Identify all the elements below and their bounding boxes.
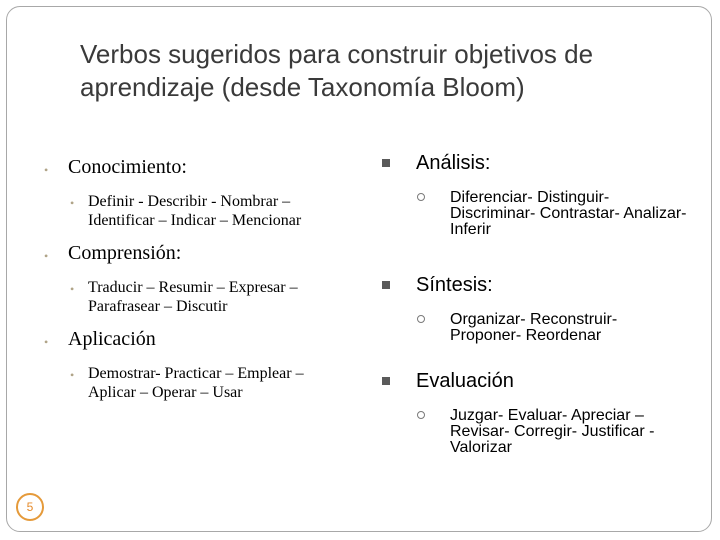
verbs-evaluacion bbox=[380, 408, 690, 456]
category-conocimiento bbox=[40, 156, 340, 178]
verbs-conocimiento bbox=[40, 192, 340, 230]
verbs-aplicacion bbox=[40, 364, 340, 402]
category-heading: Síntesis: bbox=[416, 274, 493, 296]
slide-title: Verbos sugeridos para construir objetivos de aprendizaje (desde Taxonomía Bloom) bbox=[80, 39, 594, 102]
page-number-badge bbox=[16, 493, 44, 521]
bullet-icon: • bbox=[70, 282, 75, 296]
bullet-icon: • bbox=[44, 249, 49, 263]
category-heading: Comprensión: bbox=[68, 242, 182, 264]
verbs-text: Traducir – Resumir – Expresar – Parafrasear – Discutir bbox=[88, 279, 298, 315]
verbs-comprension bbox=[40, 278, 340, 316]
circle-bullet-icon bbox=[417, 193, 425, 201]
verbs-analisis bbox=[380, 190, 690, 238]
bullet-icon: • bbox=[70, 368, 75, 382]
category-heading: Conocimiento: bbox=[68, 156, 187, 178]
category-heading: Aplicación bbox=[68, 328, 156, 350]
category-comprension bbox=[40, 242, 340, 264]
verbs-text: Organizar- Reconstruir- Proponer- Reordenar bbox=[450, 311, 618, 344]
square-bullet-icon bbox=[382, 377, 390, 385]
category-evaluacion bbox=[380, 370, 690, 392]
category-analisis bbox=[380, 152, 690, 174]
category-aplicacion bbox=[40, 328, 340, 350]
bullet-icon: ​• bbox=[44, 163, 49, 177]
circle-bullet-icon bbox=[417, 411, 425, 419]
bullet-icon: • bbox=[70, 196, 75, 210]
category-heading: Análisis: bbox=[416, 152, 491, 174]
left-column bbox=[40, 156, 340, 402]
category-heading: Evaluación bbox=[416, 370, 514, 392]
square-bullet-icon bbox=[382, 281, 390, 289]
verbs-sintesis bbox=[380, 312, 690, 344]
right-column bbox=[380, 152, 690, 456]
verbs-text: Definir - Describir - Nombrar – Identificar – Indicar – Mencionar bbox=[88, 193, 302, 229]
verbs-text: Diferenciar- Distinguir- Discriminar- Contrastar- Analizar- Inferir bbox=[450, 189, 687, 238]
square-bullet-icon bbox=[382, 159, 390, 167]
page-number: 5 bbox=[26, 500, 34, 514]
bullet-icon: • bbox=[44, 335, 49, 349]
verbs-text: Demostrar- Practicar – Emplear – Aplicar – Operar – Usar bbox=[88, 365, 304, 401]
circle-bullet-icon bbox=[417, 315, 425, 323]
verbs-text: Juzgar- Evaluar- Apreciar – Revisar- Corregir- Justificar - Valorizar bbox=[450, 407, 655, 456]
category-sintesis bbox=[380, 274, 690, 296]
